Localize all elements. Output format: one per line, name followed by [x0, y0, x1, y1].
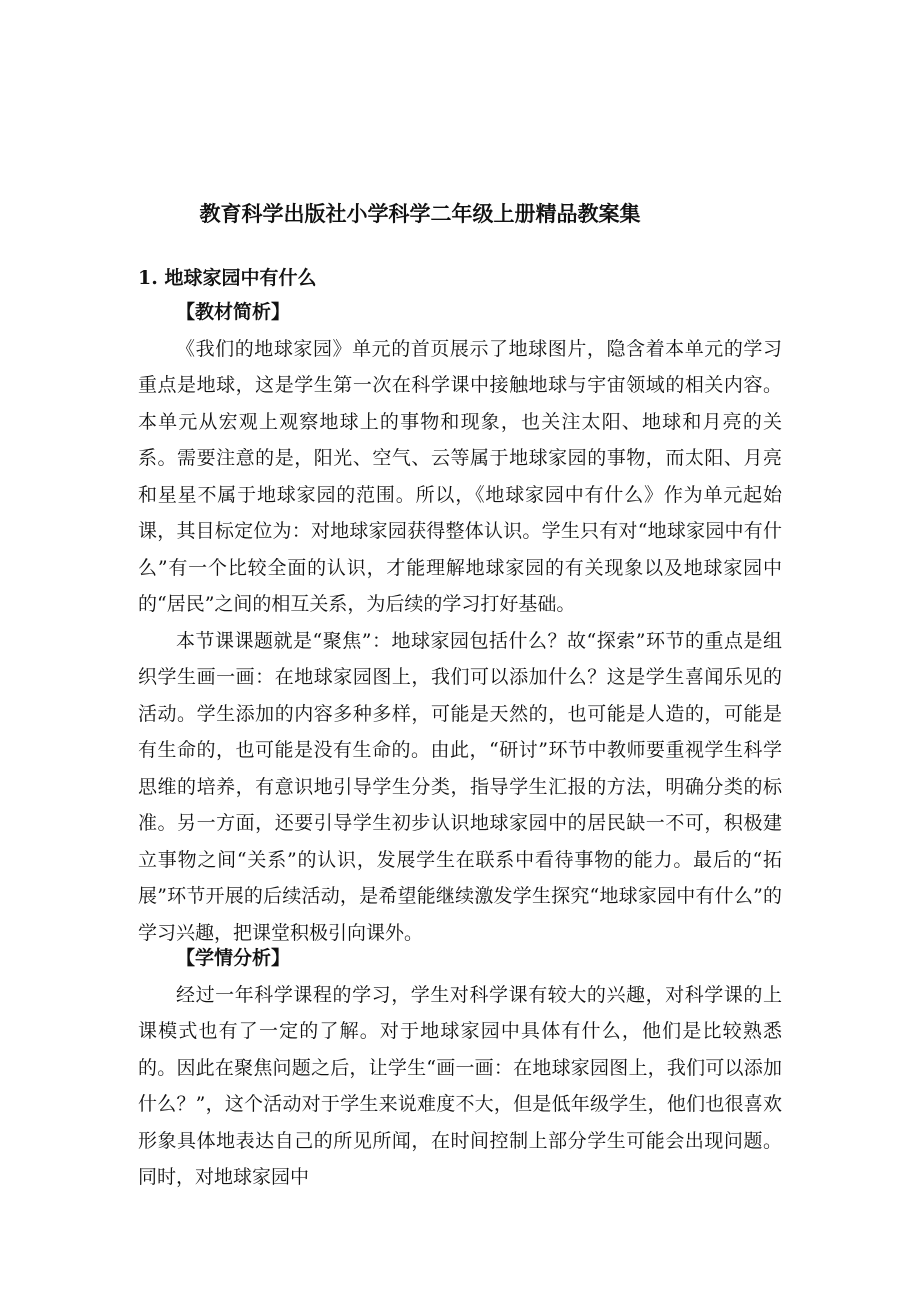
section-heading-textbook-analysis: 【教材简析】	[176, 301, 291, 323]
section-textbook-analysis	[138, 294, 782, 951]
paragraph: 《我们的地球家园》单元的首页展示了地球图片，隐含着本单元的学习重点是地球，这是学生第一次在科学课中接触地球与宇宙领域的相关内容。本单元从宏观上观察地球上的事物和现象，也关注太阳、地球和月亮的关系。需要注意的是，阳光、空气、云等属于地球家园的事物，而太阳、月亮和星星不属于地球家园的范围。所以，《地球家园中有什么》作为单元起始课，其目标定位为：对地球家园获得整体认识。学生只有对“地球家园中有什么”有一个比较全面的认识，才能理解地球家园的有关现象以及地球家园中的“居民”之间的相互关系，为后续的学习打好基础。	[138, 337, 782, 615]
paragraph: 经过一年科学课程的学习，学生对科学课有较大的兴趣，对科学课的上课模式也有了一定的了解。对于地球家园中具体有什么，他们是比较熟悉的。因此在聚焦问题之后，让学生“画一画：在地球家园图上，我们可以添加什么？”，这个活动对于学生来说难度不大，但是低年级学生，他们也很喜欢形象具体地表达自己的所见所闻，在时间控制上部分学生可能会出现问题。同时，对地球家园中	[138, 983, 782, 1188]
section-learner-analysis	[138, 940, 782, 1196]
lesson-heading: 1. 地球家园中有什么	[138, 267, 317, 289]
document-title: 教育科学出版社小学科学二年级上册精品教案集	[199, 201, 641, 226]
paragraph: 本节课课题就是“聚焦”：地球家园包括什么？故“探索”环节的重点是组织学生画一画：在地球家园图上，我们可以添加什么？这是学生喜闻乐见的活动。学生添加的内容多种多样，可能是天然的，也可能是人造的，可能是有生命的，也可能是没有生命的。由此，“研讨”环节中教师要重视学生科学思维的培养，有意识地引导学生分类，指导学生汇报的方法，明确分类的标准。另一方面，还要引导学生初步认识地球家园中的居民缺一不可，积极建立事物之间“关系”的认识，发展学生在联系中看待事物的能力。最后的“拓展”环节开展的后续活动，是希望能继续激发学生探究“地球家园中有什么”的学习兴趣，把课堂积极引向课外。	[138, 629, 782, 944]
section-heading-learner-analysis: 【学情分析】	[176, 947, 291, 969]
